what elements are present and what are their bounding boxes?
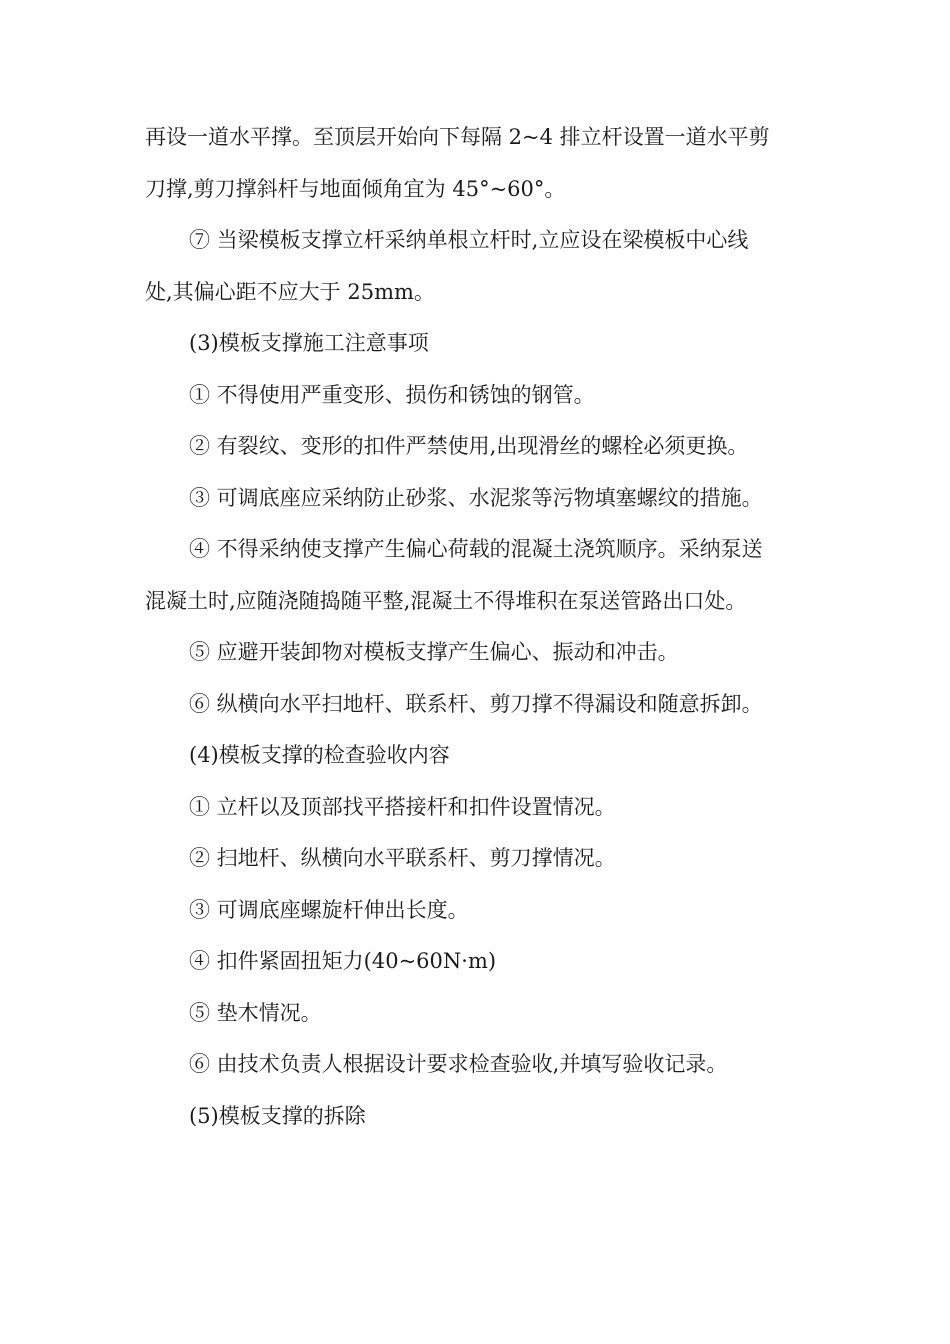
list-item-5: ⑤ 应避开装卸物对模板支撑产生偏心、振动和冲击。 <box>189 640 679 664</box>
paragraph-line: 处,其偏心距不应大于 25mm。 <box>145 279 435 304</box>
list-item-3: ③ 可调底座应采纳防止砂浆、水泥浆等污物填塞螺纹的措施。 <box>189 485 763 510</box>
list-item-4: ④ 不得采纳使支撑产生偏心荷载的混凝土浇筑顺序。采纳泵送 <box>189 537 763 561</box>
paragraph-line: 再设一道水平撑。至顶层开始向下每隔 2~4 排立杆设置一道水平剪 <box>145 125 770 149</box>
section-heading-4: (4)模板支撑的检查验收内容 <box>189 743 450 767</box>
section-heading-5: (5)模板支撑的拆除 <box>189 1103 366 1128</box>
list-item-7: ⑦ 当梁模板支撑立杆采纳单根立杆时,立应设在梁模板中心线 <box>189 228 749 252</box>
document-body <box>145 112 805 1142</box>
paragraph-line: 混凝土时,应随浇随捣随平整,混凝土不得堆积在泵送管路出口处。 <box>145 588 747 613</box>
paragraph-line: 刀撑,剪刀撑斜杆与地面倾角宜为 45°~60°。 <box>145 176 566 201</box>
list-item-4: ④ 扣件紧固扭矩力(40~60N·m) <box>189 949 497 973</box>
list-item-2: ② 扫地杆、纵横向水平联系杆、剪刀撑情况。 <box>189 846 616 870</box>
list-item-2: ② 有裂纹、变形的扣件严禁使用,出现滑丝的螺栓必须更换。 <box>189 434 749 458</box>
section-heading-3: (3)模板支撑施工注意事项 <box>189 331 429 355</box>
list-item-6: ⑥ 由技术负责人根据设计要求检查验收,并填写验收记录。 <box>189 1052 728 1076</box>
list-item-5: ⑤ 垫木情况。 <box>189 1000 322 1025</box>
list-item-1: ① 立杆以及顶部找平搭接杆和扣件设置情况。 <box>189 794 616 819</box>
list-item-6: ⑥ 纵横向水平扫地杆、联系杆、剪刀撑不得漏设和随意拆卸。 <box>189 691 763 716</box>
list-item-1: ① 不得使用严重变形、损伤和锈蚀的钢管。 <box>189 382 595 407</box>
list-item-3: ③ 可调底座螺旋杆伸出长度。 <box>189 897 469 922</box>
